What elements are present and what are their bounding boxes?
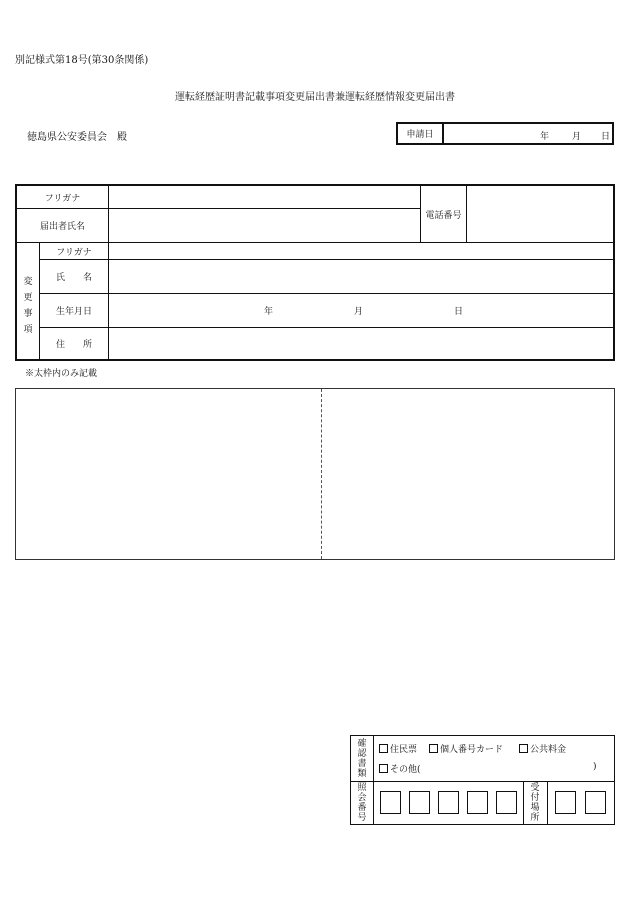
applicant-furigana-field[interactable] [109,186,420,208]
birth-day-label: 日 [454,307,464,317]
option-other[interactable]: その他( [379,762,421,775]
inquiry-number-label: 照 会 番 号 [357,783,367,823]
addressee: 徳島県公安委員会 殿 [27,132,127,143]
application-date-label: 申請日 [398,124,444,143]
fill-note: ※太枠内のみ記載 [25,369,98,379]
changes-furigana-label: フリガナ [56,247,92,258]
document-title: 運転経歴証明書記載事項変更届出書兼運転経歴情報変更届出書 [175,92,455,103]
reception-box[interactable] [585,791,606,814]
birth-date-field[interactable] [109,294,613,327]
reception-box[interactable] [555,791,576,814]
inquiry-digit-box[interactable] [467,791,488,814]
applicant-name-field[interactable] [109,209,420,242]
birth-date-label: 生年月日 [55,307,92,317]
inquiry-digit-box[interactable] [380,791,401,814]
applicant-furigana-label: フリガナ [44,193,81,204]
changes-name-label: 氏 名 [55,273,92,283]
dashed-divider [321,389,322,559]
date-day-label: 日 [601,132,611,142]
changes-furigana-field[interactable] [109,243,613,259]
inquiry-digit-box[interactable] [409,791,430,814]
date-year-label: 年 [540,132,550,142]
inquiry-digit-box[interactable] [496,791,517,814]
changes-section-label: 変 更 事 項 [23,277,33,335]
option-mynumber-card[interactable]: 個人番号カード [429,742,503,755]
option-other-close: ) [593,762,597,772]
checkbox-icon [379,764,388,773]
address-label: 住 所 [55,340,92,350]
inquiry-digit-box[interactable] [438,791,459,814]
attachment-area [15,388,615,560]
form-number: 別記様式第18号(第30条関係) [15,55,149,66]
main-form-table [15,184,615,361]
checkbox-icon [379,744,388,753]
reception-place-label: 受 付 場 所 [530,783,540,823]
birth-year-label: 年 [264,307,274,317]
option-residence[interactable]: 住民票 [379,742,417,755]
birth-month-label: 月 [354,307,364,317]
checkbox-icon [519,744,528,753]
phone-label: 電話番号 [425,210,462,221]
address-field[interactable] [109,328,613,359]
phone-field[interactable] [467,186,613,242]
date-month-label: 月 [572,132,582,142]
verification-docs-label: 確 認 書 類 [357,739,367,779]
applicant-name-label: 届出者氏名 [39,222,85,232]
application-date-box [396,122,614,145]
application-date-field[interactable] [444,124,612,143]
verification-table [350,735,615,825]
changes-name-field[interactable] [109,260,613,293]
checkbox-icon [429,744,438,753]
option-public-fee[interactable]: 公共料金 [519,742,566,755]
